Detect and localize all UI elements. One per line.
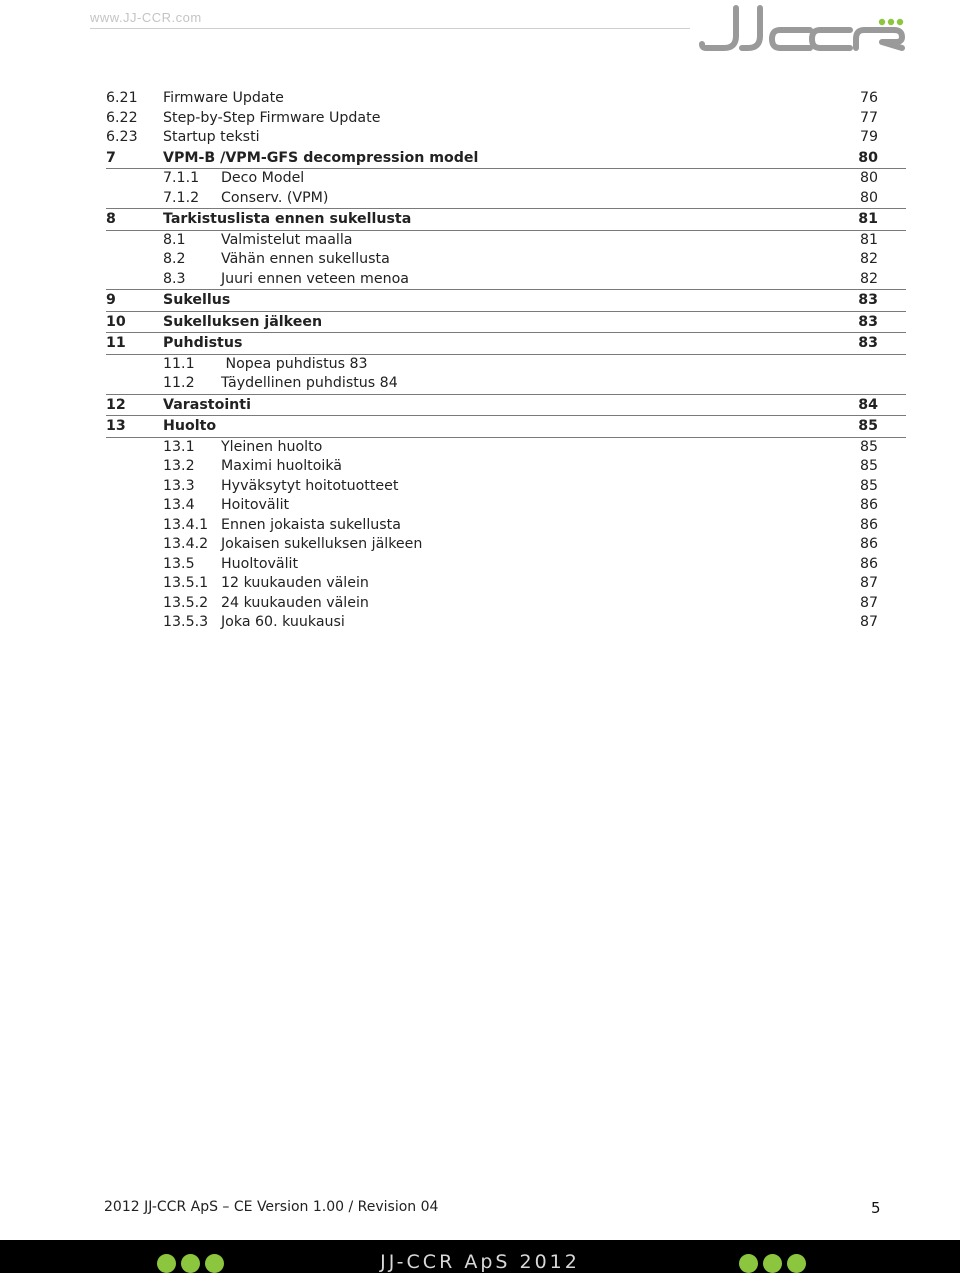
toc-entry-title: Huolto <box>163 418 217 434</box>
toc-entry-number: 13.4.2 <box>163 536 209 552</box>
green-dot-icon <box>763 1254 782 1273</box>
toc-entry[interactable] <box>106 89 906 109</box>
toc-entry-number: 9 <box>106 292 116 308</box>
toc-entry-number: 6.22 <box>106 109 138 126</box>
green-dot-icon <box>739 1254 758 1273</box>
jjccr-logo <box>698 2 910 56</box>
toc-entry-page: 81 <box>859 231 878 248</box>
toc-entry-title: Vähän ennen sukellusta <box>221 251 390 267</box>
toc-entry-page: 86 <box>859 555 878 572</box>
toc-entry-number: 13.5 <box>163 555 195 572</box>
toc-entry-page: 87 <box>859 594 878 611</box>
toc-entry[interactable] <box>106 333 906 355</box>
toc-entry-number: 6.23 <box>106 129 138 145</box>
toc-entry-title: 12 kuukauden välein <box>221 575 369 591</box>
site-url[interactable]: www.JJ-CCR.com <box>90 10 202 25</box>
toc-entry-page: 83 <box>858 292 878 308</box>
toc-entry-page: 80 <box>858 149 878 166</box>
toc-entry[interactable] <box>106 496 906 516</box>
toc-entry-title: Varastointi <box>163 396 251 413</box>
toc-entry[interactable] <box>106 613 906 633</box>
footer-brand: JJ-CCR ApS 2012 <box>380 1251 580 1273</box>
toc-entry[interactable] <box>106 128 906 148</box>
footer-dots-right <box>739 1254 806 1273</box>
toc-entry-page: 76 <box>859 90 878 106</box>
toc-entry-title: Nopea puhdistus 83 <box>221 355 368 372</box>
toc-entry-title: Valmistelut maalla <box>221 231 353 248</box>
toc-entry[interactable] <box>106 555 906 575</box>
toc-entry[interactable] <box>106 109 906 129</box>
toc-entry-number: 13.5.1 <box>163 575 209 591</box>
table-of-contents <box>106 89 906 633</box>
toc-entry[interactable] <box>106 574 906 594</box>
toc-entry-title: Täydellinen puhdistus 84 <box>221 375 398 391</box>
toc-entry-title: Sukellus <box>163 292 231 308</box>
toc-entry-number: 11.1 <box>163 355 195 372</box>
toc-entry-page: 77 <box>859 109 878 126</box>
toc-entry-title: Firmware Update <box>163 90 284 106</box>
toc-entry-title: Step-by-Step Firmware Update <box>163 109 381 126</box>
toc-entry-page: 86 <box>859 497 878 513</box>
green-dot-icon <box>787 1254 806 1273</box>
toc-entry-number: 6.21 <box>106 90 138 106</box>
toc-entry-page: 85 <box>859 438 878 455</box>
toc-entry[interactable] <box>106 516 906 536</box>
toc-entry-number: 7.1.2 <box>163 189 200 206</box>
toc-entry-page: 85 <box>859 477 878 494</box>
toc-entry-number: 7 <box>106 149 116 166</box>
toc-entry-title: Sukelluksen jälkeen <box>163 313 323 330</box>
toc-entry[interactable] <box>106 374 906 395</box>
toc-entry-number: 8.3 <box>163 270 186 287</box>
toc-entry-page: 86 <box>859 536 878 552</box>
toc-entry-title: Puhdistus <box>163 335 243 351</box>
toc-entry-title: Hyväksytyt hoitotuotteet <box>221 477 399 494</box>
toc-entry-number: 7.1.1 <box>163 170 200 186</box>
toc-entry-title: Jokaisen sukelluksen jälkeen <box>221 536 423 552</box>
toc-entry[interactable] <box>106 535 906 555</box>
toc-entry-number: 13.2 <box>163 458 195 474</box>
toc-entry-number: 8 <box>106 211 116 227</box>
toc-entry-number: 13.1 <box>163 438 195 455</box>
toc-entry-page: 87 <box>859 575 878 591</box>
toc-entry[interactable] <box>106 477 906 497</box>
toc-entry-page: 80 <box>859 189 878 206</box>
toc-entry-title: Maximi huoltoikä <box>221 458 342 474</box>
toc-entry-page: 82 <box>859 270 878 287</box>
toc-entry-page: 80 <box>859 170 878 186</box>
toc-entry-number: 10 <box>106 313 126 330</box>
toc-entry[interactable] <box>106 189 906 210</box>
toc-entry-page: 87 <box>859 614 878 630</box>
toc-entry-number: 13.5.3 <box>163 614 209 630</box>
toc-entry[interactable] <box>106 312 906 334</box>
toc-entry[interactable] <box>106 148 906 170</box>
toc-entry-title: Huoltovälit <box>221 555 299 572</box>
toc-entry[interactable] <box>106 594 906 614</box>
toc-entry-page: 84 <box>858 396 878 413</box>
toc-entry-page: 83 <box>858 335 878 351</box>
toc-entry-number: 13.3 <box>163 477 195 494</box>
toc-entry-number: 11.2 <box>163 375 195 391</box>
toc-entry-title: Deco Model <box>221 170 305 186</box>
toc-entry-number: 13.5.2 <box>163 594 209 611</box>
toc-entry-title: Juuri ennen veteen menoa <box>221 270 409 287</box>
toc-entry[interactable] <box>106 209 906 231</box>
toc-entry[interactable] <box>106 438 906 458</box>
toc-entry-title: Joka 60. kuukausi <box>221 614 345 630</box>
toc-entry-number: 11 <box>106 335 126 351</box>
header-divider <box>90 28 690 29</box>
toc-entry[interactable] <box>106 355 906 375</box>
toc-entry-title: Ennen jokaista sukellusta <box>221 516 401 533</box>
toc-entry-page: 85 <box>859 458 878 474</box>
toc-entry-number: 12 <box>106 396 126 413</box>
toc-entry[interactable] <box>106 231 906 251</box>
toc-entry-page: 82 <box>859 251 878 267</box>
toc-entry[interactable] <box>106 395 906 417</box>
toc-entry-number: 13 <box>106 418 126 434</box>
toc-entry-title: Yleinen huolto <box>221 438 323 455</box>
toc-entry-number: 13.4.1 <box>163 516 209 533</box>
toc-entry[interactable] <box>106 457 906 477</box>
toc-entry-number: 13.4 <box>163 497 195 513</box>
toc-entry[interactable] <box>106 416 906 438</box>
toc-entry-page: 79 <box>859 129 878 145</box>
toc-entry[interactable] <box>106 270 906 291</box>
toc-entry[interactable] <box>106 290 906 312</box>
toc-entry-title: Conserv. (VPM) <box>221 189 329 206</box>
toc-entry[interactable] <box>106 250 906 270</box>
toc-entry-title: VPM-B /VPM-GFS decompression model <box>163 149 479 166</box>
toc-entry[interactable] <box>106 169 906 189</box>
page-number: 5 <box>871 1199 881 1217</box>
toc-entry-number: 8.2 <box>163 251 186 267</box>
toc-entry-page: 83 <box>858 313 878 330</box>
toc-entry-page: 81 <box>858 211 878 227</box>
toc-entry-title: Tarkistuslista ennen sukellusta <box>163 211 412 227</box>
toc-entry-page: 85 <box>858 418 878 434</box>
toc-entry-title: Startup teksti <box>163 129 260 145</box>
toc-entry-page: 86 <box>859 516 878 533</box>
toc-entry-title: 24 kuukauden välein <box>221 594 369 611</box>
footer-bar <box>0 1240 960 1273</box>
toc-entry-title: Hoitovälit <box>221 497 290 513</box>
toc-entry-number: 8.1 <box>163 231 186 248</box>
footer-version: 2012 JJ-CCR ApS – CE Version 1.00 / Revision 04 <box>104 1199 439 1215</box>
